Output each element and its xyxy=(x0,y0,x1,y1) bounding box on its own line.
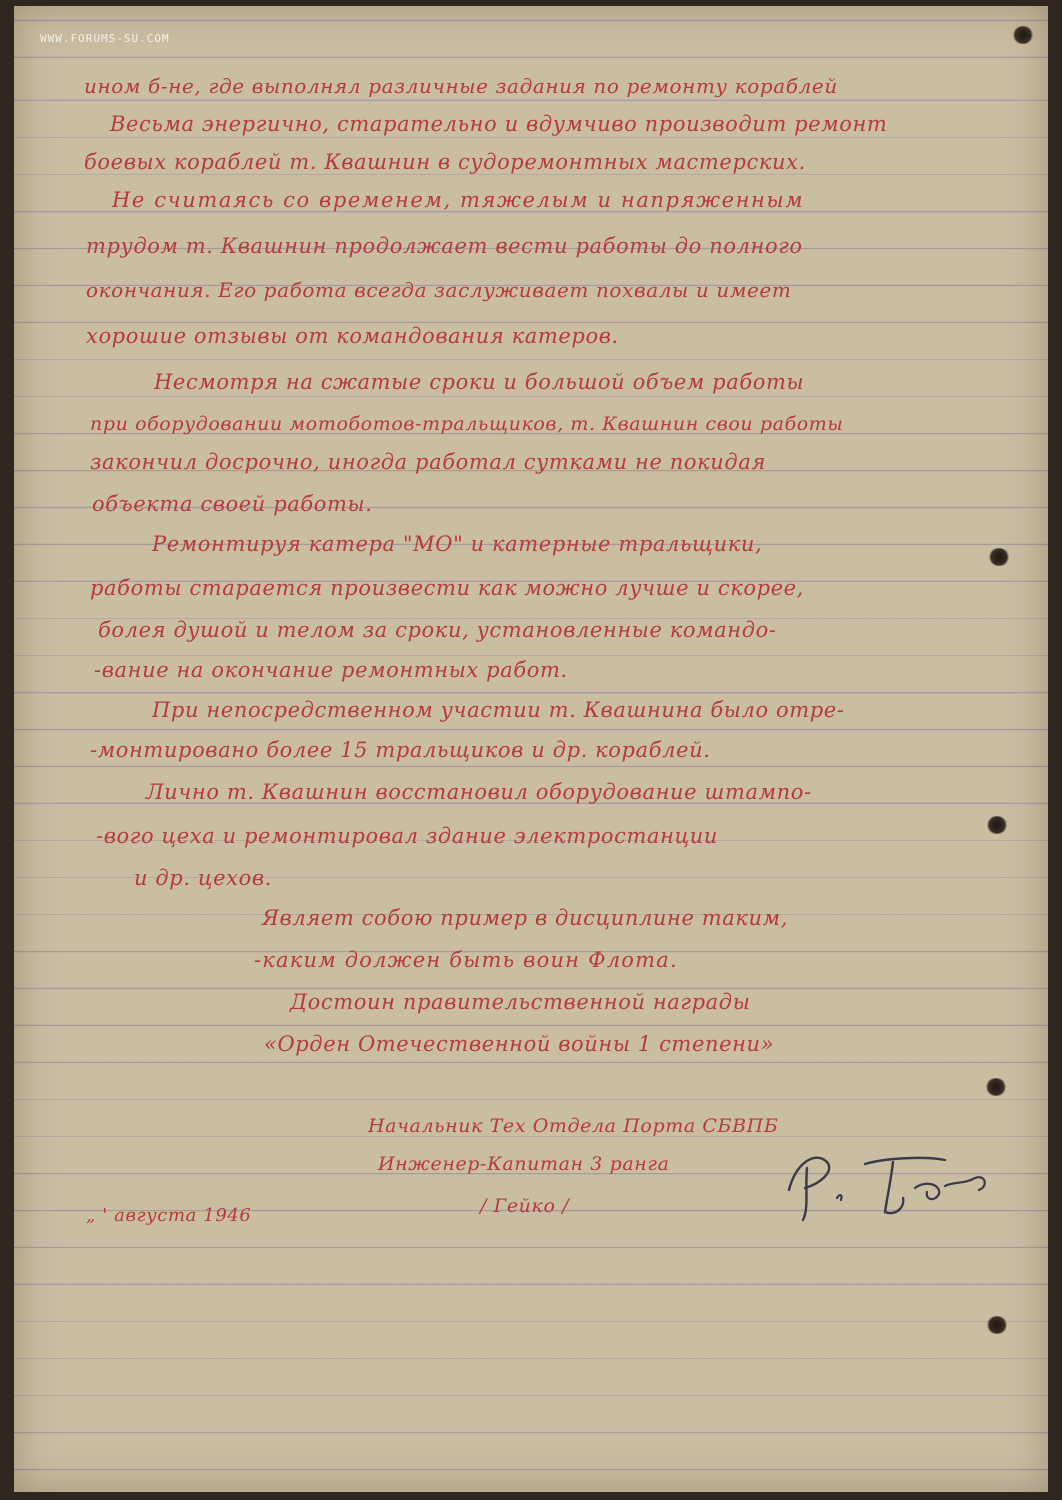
handwritten-signature xyxy=(775,1128,1005,1228)
text-line: ином б-не, где выполнял различные задания по ремонту кораблей xyxy=(84,74,838,98)
signatory-name: / Гейко / xyxy=(480,1195,570,1217)
text-line: болея душой и телом за сроки, установленные командо- xyxy=(98,618,777,642)
text-line: Ремонтируя катера "МО" и катерные тральщики, xyxy=(152,532,763,556)
text-line: «Орден Отечественной войны 1 степени» xyxy=(264,1032,775,1056)
signatory-rank: Инженер-Капитан 3 ранга xyxy=(378,1153,670,1175)
text-line: -вание на окончание ремонтных работ. xyxy=(94,658,568,682)
punch-hole xyxy=(985,1078,1007,1096)
text-line: При непосредственном участии т. Квашнина было отре- xyxy=(152,698,845,722)
signatory-title: Начальник Тех Отдела Порта СБВПБ xyxy=(368,1115,779,1137)
text-line: Лично т. Квашнин восстановил оборудование штампо- xyxy=(146,780,812,804)
text-line: закончил досрочно, иногда работал сутками не покидая xyxy=(90,450,766,474)
text-line: при оборудовании мотоботов-тральщиков, т. Квашнин свои работы xyxy=(90,413,844,435)
text-line: трудом т. Квашнин продолжает вести работы до полного xyxy=(86,234,803,258)
punch-hole xyxy=(986,816,1008,834)
punch-hole xyxy=(986,1316,1008,1334)
text-line: -каким должен быть воин Флота. xyxy=(254,948,678,972)
text-line: хорошие отзывы от командования катеров. xyxy=(86,324,619,348)
text-line: Несмотря на сжатые сроки и большой объем работы xyxy=(154,370,805,394)
punch-hole xyxy=(988,548,1010,566)
text-line: объекта своей работы. xyxy=(92,492,373,516)
text-line: Не считаясь со временем, тяжелым и напряженным xyxy=(112,188,805,212)
watermark: WWW.FORUMS-SU.COM xyxy=(40,32,170,45)
text-line: и др. цехов. xyxy=(134,866,272,890)
text-line: -вого цеха и ремонтировал здание электростанции xyxy=(96,824,719,848)
text-line: Весьма энергично, старательно и вдумчиво производит ремонт xyxy=(110,112,888,136)
document-date: „ ' августа 1946 xyxy=(86,1205,252,1226)
text-line: окончания. Его работа всегда заслуживает похвалы и имеет xyxy=(86,278,792,302)
text-line: боевых кораблей т. Квашнин в судоремонтных мастерских. xyxy=(84,150,806,174)
text-line: -монтировано более 15 тральщиков и др. кораблей. xyxy=(90,738,711,762)
text-line: Являет собою пример в дисциплине таким, xyxy=(262,906,788,930)
punch-hole xyxy=(1012,26,1034,44)
text-line: работы старается произвести как можно лучше и скорее, xyxy=(90,576,804,600)
text-line: Достоин правительственной награды xyxy=(290,990,751,1014)
